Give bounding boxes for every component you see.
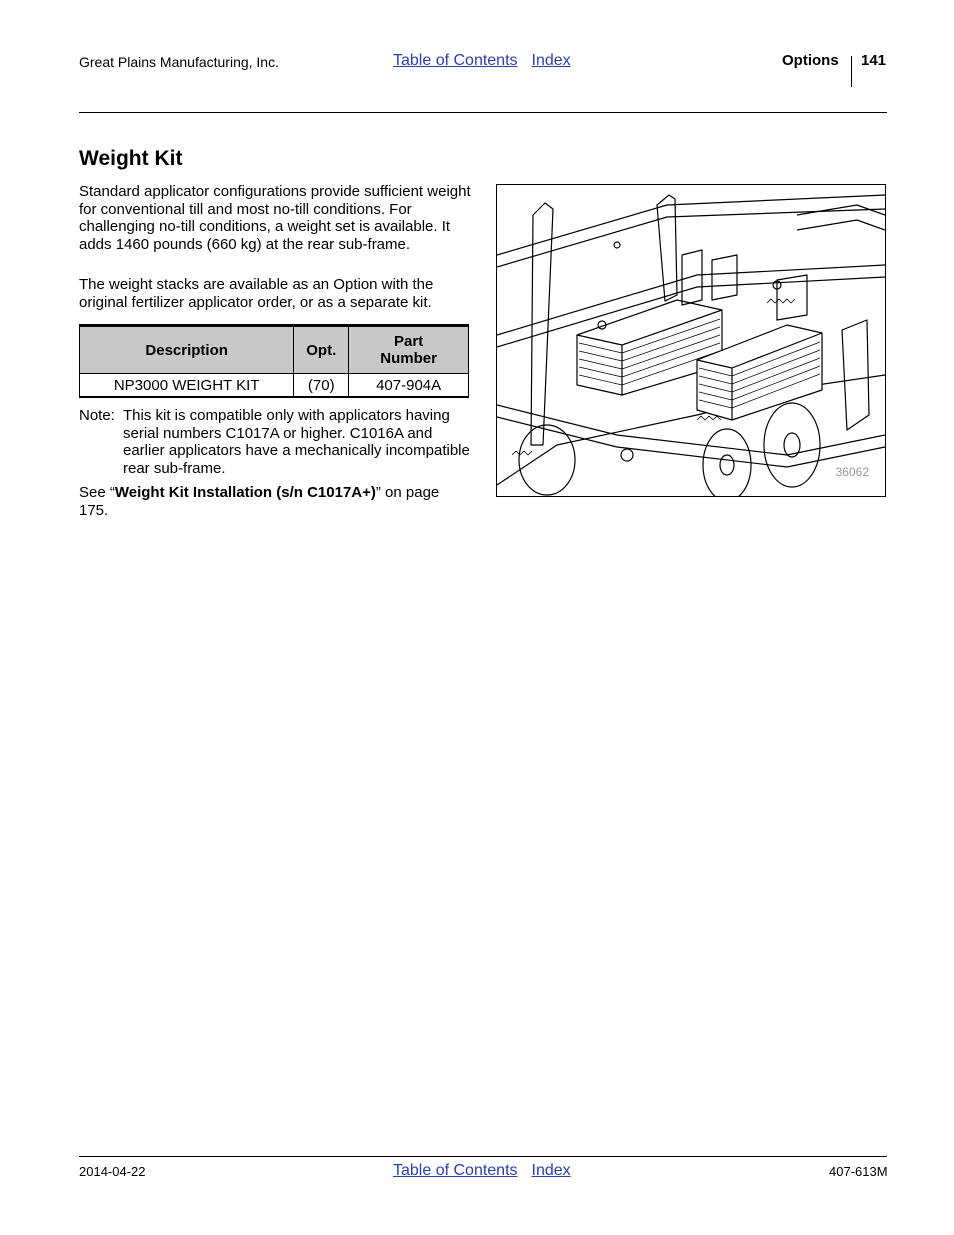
cell-opt: (70) [294, 374, 349, 398]
col-opt: Opt. [294, 326, 349, 374]
cell-description: NP3000 WEIGHT KIT [80, 374, 294, 398]
note-block [79, 407, 471, 477]
col-part-number-label: Part Number [380, 333, 437, 367]
page-title: Weight Kit [79, 147, 183, 170]
intro-paragraph: Standard applicator configurations provide sufficient weight for conventional till and most no-till conditions. For challenging no-till conditions, a weight set is available. It adds 1460 pounds (660 kg) at the rear sub-frame. [79, 183, 471, 253]
note-text: This kit is compatible only with applicators having serial numbers C1017A or higher. C1016A and earlier applicators have a mechanically incompatible rear sub-frame. [123, 407, 470, 477]
cell-part-number: 407-904A [349, 374, 469, 398]
footer-toc-link[interactable]: Table of Contents [393, 1162, 518, 1179]
note-label: Note: [79, 407, 115, 424]
figure-number: 36062 [835, 465, 869, 479]
option-paragraph: The weight stacks are available as an Option with the original fertilizer applicator order, or as a separate kit. [79, 276, 434, 311]
see-reference [79, 484, 471, 519]
see-prefix: See “ [79, 484, 115, 501]
col-part-number [349, 326, 469, 374]
header-toc-link[interactable]: Table of Contents [393, 52, 518, 69]
table-row [80, 374, 469, 398]
footer-nav [393, 1162, 585, 1180]
header-rule [79, 112, 887, 113]
page-number: 141 [861, 52, 887, 69]
weight-kit-figure [496, 184, 886, 497]
footer-doc-number: 407-613M [829, 1164, 888, 1179]
header-nav [393, 52, 585, 70]
col-description: Description [80, 326, 294, 374]
parts-table [79, 324, 469, 398]
weight-kit-illustration [497, 185, 885, 496]
header-section: Options [782, 52, 839, 69]
footer-date: 2014-04-22 [79, 1164, 146, 1179]
footer-rule [79, 1156, 887, 1157]
table-header-row [80, 326, 469, 374]
footer-index-link[interactable]: Index [531, 1162, 571, 1179]
see-suffix: ” on page 175. [79, 484, 440, 519]
header-divider [851, 56, 852, 87]
header-index-link[interactable]: Index [531, 52, 571, 69]
see-link[interactable]: Weight Kit Installation (s/n C1017A+) [114, 484, 376, 501]
header-company: Great Plains Manufacturing, Inc. [79, 54, 279, 70]
